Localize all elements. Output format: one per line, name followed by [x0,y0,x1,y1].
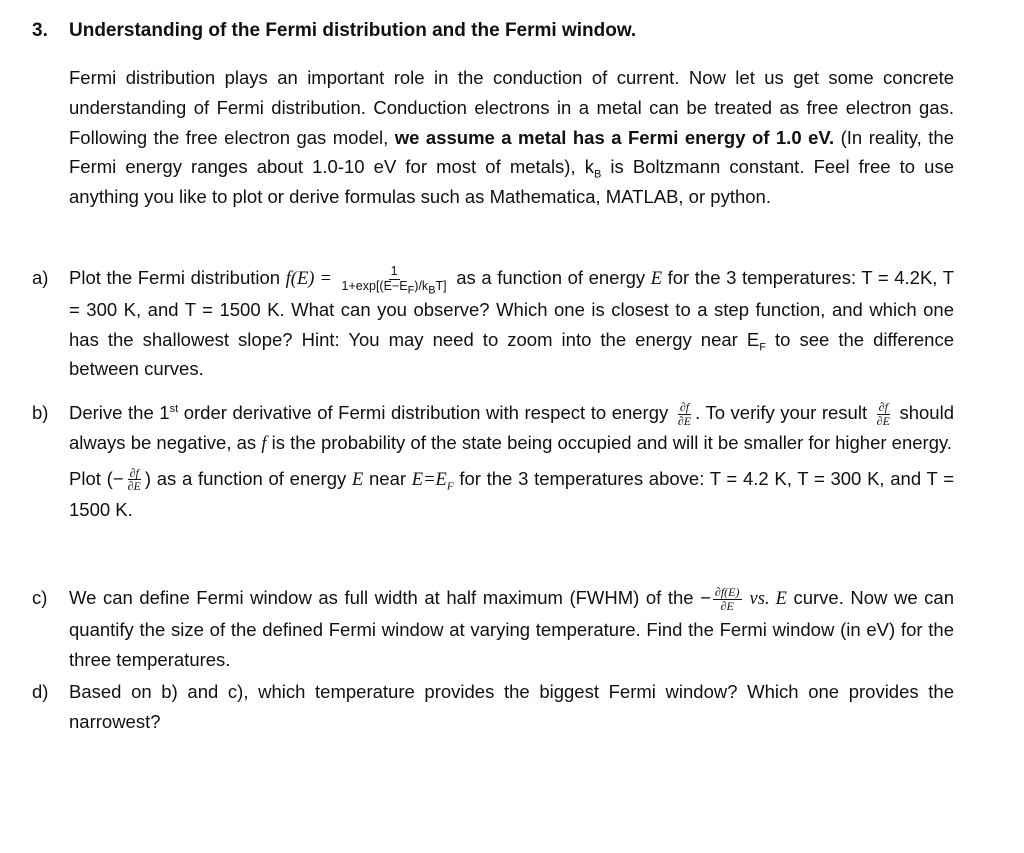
f-symbol: f [261,433,267,454]
part-c-text-2: curve. Now we can quantify the size of the defined Fermi window at varying temperature. Find the Fermi window (in eV) for the three temperatures. [69,587,954,670]
part-b-text-3: . To verify your result [695,402,873,423]
part-c-text-1: We can define Fermi window as full width at half maximum (FWHM) of the [69,587,701,608]
problem-heading [32,20,636,42]
derivative-denominator-1: ∂E [677,413,692,428]
intro-text-3: is Boltzmann constant. Feel free to use anything you like to plot or derive formulas such as Mathematica, MATLAB, or python. [69,156,954,208]
intro-paragraph [69,63,954,212]
plot-text-3: for the 3 temperatures above: T = 4.2 K, T = 300 K, and T = 1500 K. [69,467,955,521]
derivative-denominator-3: ∂E [127,479,141,494]
part-b-body [69,398,954,460]
derivative-fraction-3 [126,467,143,493]
derivative-denominator-4: ∂E [720,598,734,613]
part-b-label: b) [32,402,49,423]
part-a [32,263,954,384]
den-part-2: )/k [414,278,429,293]
ef-subscript: F [759,341,766,354]
fermi-fraction [340,264,449,297]
part-a-label: a) [32,267,49,288]
part-a-body [69,263,954,384]
problem-number: 3. [32,20,48,41]
intro-text-1: Fermi distribution plays an important role in the conduction of current. Now let us get some concrete understanding of Fermi distribution. Conduction electrons in a metal can be treated as free electron gas. Following the free electron gas model, [69,67,954,148]
part-c-label: c) [32,587,48,608]
problem-title: Understanding of the Fermi distribution and the Fermi window. [69,20,637,41]
kb-subscript: B [593,169,602,182]
energy-symbol-2: E [351,469,364,490]
derivative-fraction-2 [875,401,892,427]
den-sub-2: B [428,284,436,297]
part-a-text-3: for the 3 temperatures: T = 4.2K, T = 300 K, and T = 1500 K. What can you observe? Which one is closest to a step function, and which one has the shallowest slope? Hint: You may need to zoom into the energy near E [69,267,954,350]
part-a-text-1: Plot the Fermi distribution [69,267,286,288]
intro-text-2: (In reality, the Fermi energy ranges about 1.0-10 eV for most of metals), k [69,126,954,178]
part-b-text-1: Derive the 1 [69,402,170,423]
energy-symbol: E [650,269,663,289]
plot-text-1: Plot (− [69,467,124,489]
part-d [32,677,954,737]
fermi-function-lhs: f(E) = [285,269,332,289]
den-part-1: 1+exp[(E−E [341,278,408,293]
den-sub-1: F [407,284,415,297]
den-part-3: T] [435,278,447,293]
part-b-text-2: order derivative of Fermi distribution with respect to energy [178,402,674,423]
part-d-label: d) [32,681,49,702]
part-b [32,398,954,525]
fermi-fraction-denominator [340,278,449,297]
intro-bold-text: we assume a metal has a Fermi energy of 1.0 eV. [394,126,835,148]
vs-e: vs. E [743,589,787,609]
fermi-fraction-numerator: 1 [390,264,398,279]
part-b-text-5: is the probability of the state being occupied and will it be smaller for higher energy. [266,431,953,453]
part-a-text-4: to see the difference between curves. [69,328,954,380]
part-c-body [69,583,954,674]
ef-subscript-2: F [446,480,454,493]
part-a-text-2: as a function of energy [450,267,651,288]
plot-text-near: near [363,467,412,489]
first-superscript: st [169,402,179,415]
derivative-denominator-2: ∂E [876,413,890,428]
derivative-numerator-3: ∂f [129,465,139,480]
derivative-numerator-2: ∂f [878,400,888,415]
derivative-numerator-1: ∂f [679,400,690,415]
part-b-plot-line [69,464,954,526]
minus-sign: − [700,587,711,608]
derivative-numerator-4: ∂f(E) [714,585,740,600]
derivative-fraction-4 [713,586,742,612]
part-c [32,583,954,674]
plot-text-2: ) as a function of energy [144,467,352,489]
part-d-body: Based on b) and c), which temperature provides the biggest Fermi window? Which one provides the narrowest? [69,681,954,732]
e-equals-ef: E=E [411,469,447,490]
derivative-fraction-1 [676,401,693,427]
part-b-text-4: should always be negative, as [69,402,954,453]
